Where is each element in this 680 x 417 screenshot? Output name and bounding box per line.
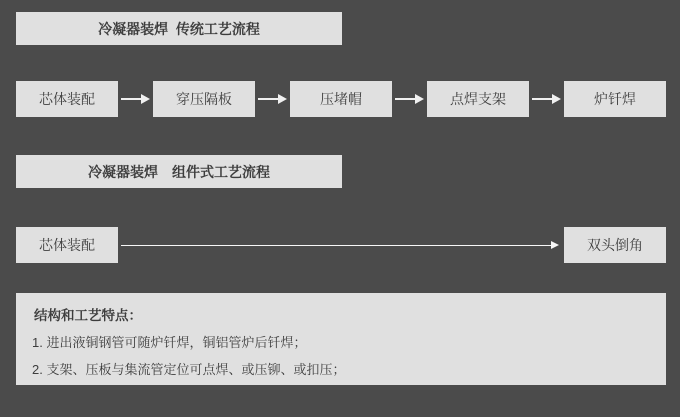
step-core-assembly — [16, 81, 118, 117]
component-flow-title-label: 冷凝器装焊 组件式工艺流程 — [88, 163, 270, 180]
traditional-flow-title — [16, 12, 342, 45]
arrow-right-icon — [118, 94, 153, 104]
step-label: 穿压隔板 — [176, 91, 232, 107]
step-label: 芯体装配 — [39, 91, 95, 107]
step-label: 点焊支架 — [450, 91, 506, 107]
arrow-head — [141, 94, 150, 104]
arrow-line — [532, 98, 552, 100]
arrow-right-icon — [392, 94, 427, 104]
step-double-end-chamfer — [564, 227, 666, 263]
component-flow-row — [16, 227, 666, 263]
traditional-flow-title-label: 冷凝器装焊 传统工艺流程 — [98, 20, 260, 37]
step-core-assembly-2 — [16, 227, 118, 263]
arrow-right-icon — [255, 94, 290, 104]
arrow-line — [395, 98, 415, 100]
arrow-head — [551, 241, 559, 249]
component-flow-title — [16, 155, 342, 188]
notes-item-2: 2. 支架、压板与集流管定位可点焊、或压铆、或扣压； — [32, 362, 346, 377]
notes-heading: 结构和工艺特点： — [34, 308, 142, 323]
arrow-head — [552, 94, 561, 104]
arrow-line — [258, 98, 278, 100]
traditional-flow-row — [16, 81, 666, 117]
step-press-partition — [153, 81, 255, 117]
arrow-line — [121, 245, 551, 246]
step-label: 压堵帽 — [320, 91, 362, 107]
arrow-line — [121, 98, 141, 100]
notes-box — [16, 293, 666, 385]
step-label: 双头倒角 — [587, 237, 643, 253]
step-press-plug-cap — [290, 81, 392, 117]
notes-item-1: 1. 进出液铜钢管可随炉钎焊，铜铝管炉后钎焊； — [32, 335, 307, 350]
step-label: 芯体装配 — [39, 237, 95, 253]
arrow-head — [415, 94, 424, 104]
step-label: 炉钎焊 — [594, 91, 636, 107]
arrow-head — [278, 94, 287, 104]
step-spot-weld-bracket — [427, 81, 529, 117]
arrow-right-icon — [529, 94, 564, 104]
arrow-right-long-icon — [118, 241, 564, 249]
step-furnace-brazing — [564, 81, 666, 117]
